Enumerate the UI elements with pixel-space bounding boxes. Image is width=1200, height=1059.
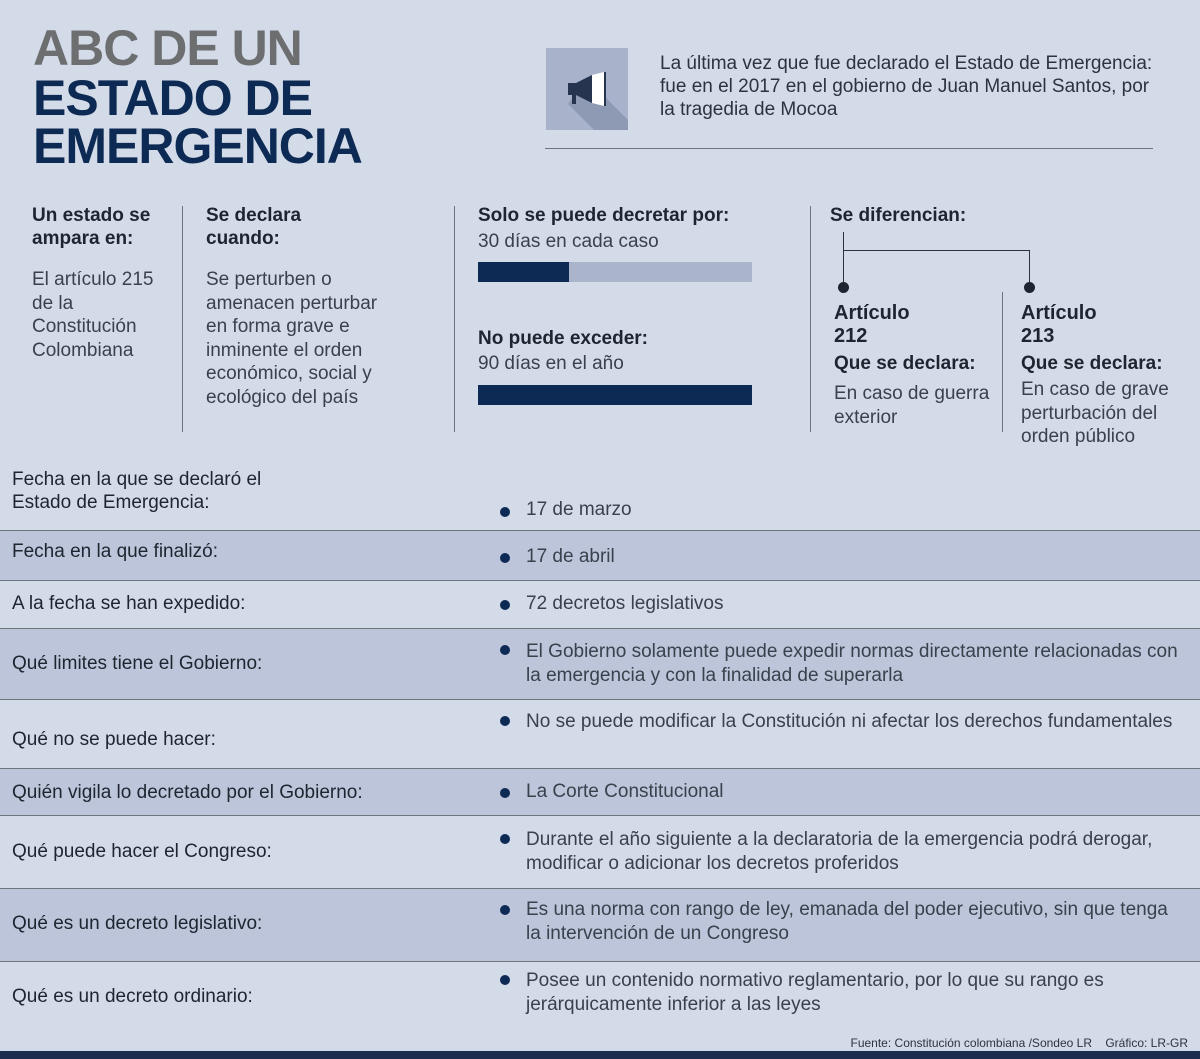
megaphone-icon — [546, 48, 628, 130]
connector-dot — [1024, 282, 1035, 293]
row-label: Qué no se puede hacer: — [12, 729, 216, 750]
article-213-title: Artículo 213 — [1021, 302, 1097, 347]
article-212-subheading: Que se declara: — [834, 353, 976, 374]
decretar-text: 30 días en cada caso — [478, 231, 659, 252]
declara-heading: Se declara cuando: — [206, 205, 302, 249]
decretar-bar — [478, 262, 752, 282]
decretar-heading: Solo se puede decretar por: — [478, 205, 730, 226]
article-213-subheading: Que se declara: — [1021, 353, 1163, 374]
article-212-title: Artículo 212 — [834, 302, 910, 347]
row-value: Durante el año siguiente a la declaratoria de la emergencia podrá derogar, modificar o adicionar los decretos proferidos — [526, 829, 1153, 874]
exceder-text: 90 días en el año — [478, 353, 624, 374]
connector-line — [843, 232, 844, 286]
row-label: Fecha en la que se declaró el Estado de Emergencia: — [12, 469, 262, 513]
bullet-icon — [500, 834, 510, 844]
intro-text: La última vez que fue declarado el Estado de Emergencia: fue en el 2017 en el gobierno de Juan Manuel Santos, por la tragedia de Mocoa — [660, 53, 1153, 120]
footer-bar — [0, 1051, 1200, 1059]
exceder-bar-fill — [478, 385, 752, 405]
bullet-icon — [500, 600, 510, 610]
bullet-icon — [500, 716, 510, 726]
declara-text: Se perturben o amenacen perturbar en forma grave e inminente el orden económico, social y ecológico del país — [206, 269, 378, 408]
divider — [454, 206, 455, 432]
row-value: 17 de abril — [526, 546, 615, 567]
row-value: No se puede modificar la Constitución ni afectar los derechos fundamentales — [526, 711, 1173, 732]
article-213-text: En caso de grave perturbación del orden público — [1021, 379, 1169, 447]
ampara-heading: Un estado se ampara en: — [32, 205, 151, 249]
row-value: 17 de marzo — [526, 499, 632, 520]
divider — [545, 148, 1153, 149]
bullet-icon — [500, 507, 510, 517]
bullet-icon — [500, 553, 510, 563]
divider — [182, 206, 183, 432]
connector-line — [1029, 250, 1030, 286]
ampara-text: El artículo 215 de la Constitución Colombiana — [32, 269, 154, 361]
bullet-icon — [500, 905, 510, 915]
decretar-bar-fill — [478, 262, 569, 282]
exceder-heading: No puede exceder: — [478, 328, 648, 349]
footer-source: Fuente: Constitución colombiana /Sondeo LR Gráfico: LR-GR — [850, 1036, 1188, 1050]
article-212-text: En caso de guerra exterior — [834, 383, 990, 428]
row-label: Fecha en la que finalizó: — [12, 541, 218, 562]
row-value: La Corte Constitucional — [526, 781, 724, 802]
row-value: 72 decretos legislativos — [526, 593, 724, 614]
diferencian-heading: Se diferencian: — [830, 205, 967, 226]
exceder-bar — [478, 385, 752, 405]
title-line-3: EMERGENCIA — [33, 118, 362, 174]
row-value: Posee un contenido normativo reglamentario, por lo que su rango es jerárquicamente inferior a las leyes — [526, 970, 1104, 1015]
row-label: A la fecha se han expedido: — [12, 593, 246, 614]
bullet-icon — [500, 788, 510, 798]
bullet-icon — [500, 645, 510, 655]
connector-line — [843, 250, 1030, 251]
divider — [1002, 292, 1003, 432]
row-label: Qué limites tiene el Gobierno: — [12, 653, 263, 674]
connector-dot — [838, 282, 849, 293]
row-label: Qué es un decreto ordinario: — [12, 986, 253, 1007]
row-value: Es una norma con rango de ley, emanada del poder ejecutivo, sin que tenga la intervención de un Congreso — [526, 899, 1168, 944]
row-label: Quién vigila lo decretado por el Gobierno: — [12, 782, 363, 803]
title-line-1: ABC DE UN — [33, 20, 302, 76]
title-line-2: ESTADO DE — [33, 70, 312, 126]
row-label: Qué es un decreto legislativo: — [12, 913, 263, 934]
row-label: Qué puede hacer el Congreso: — [12, 841, 272, 862]
bullet-icon — [500, 975, 510, 985]
divider — [810, 206, 811, 432]
row-value: El Gobierno solamente puede expedir normas directamente relacionadas con la emergencia y con la finalidad de superarla — [526, 641, 1178, 686]
